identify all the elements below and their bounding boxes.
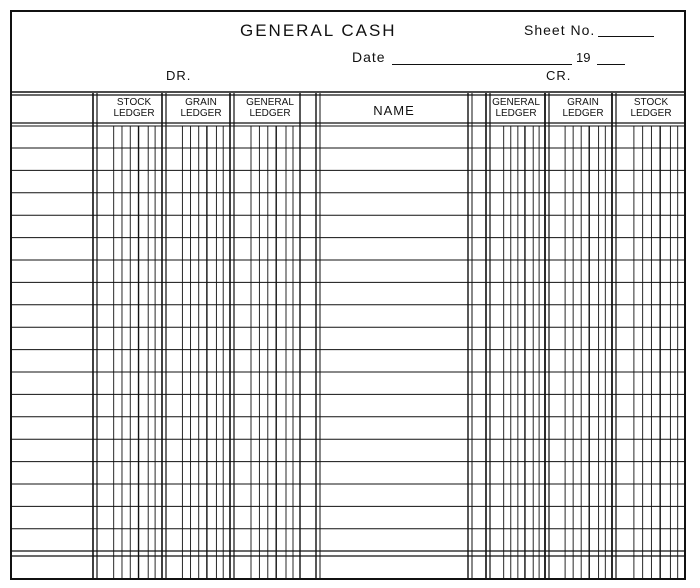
header-line1: GRAIN	[185, 97, 217, 108]
header-line1: GRAIN	[567, 97, 599, 108]
date-field[interactable]	[392, 64, 572, 65]
header-line1: GENERAL	[492, 97, 540, 108]
debit-label: DR.	[166, 68, 192, 83]
header-line1: STOCK	[633, 97, 669, 108]
header-line2: LEDGER	[630, 108, 672, 119]
header-line1: STOCK	[116, 97, 152, 108]
form-title: GENERAL CASH	[240, 21, 397, 40]
year-field[interactable]	[597, 64, 625, 65]
header-line2: LEDGER	[249, 108, 291, 119]
header-line2: LEDGER	[562, 108, 604, 119]
debit-grain-ledger-header	[176, 97, 226, 119]
header-line2: LEDGER	[180, 108, 222, 119]
header-line2: LEDGER	[113, 108, 155, 119]
header-line2: LEDGER	[495, 108, 537, 119]
sheet-number-field[interactable]	[598, 36, 654, 37]
header-line1: GENERAL	[246, 97, 294, 108]
debit-stock-ledger-header	[109, 97, 159, 119]
sheet-number-label: Sheet No.	[524, 22, 596, 38]
year-prefix: 19	[576, 50, 591, 65]
credit-stock-ledger-header	[626, 97, 676, 119]
credit-label: CR.	[546, 68, 572, 83]
debit-general-ledger-header	[244, 97, 296, 119]
name-column-header: NAME	[373, 103, 415, 118]
credit-grain-ledger-header	[558, 97, 608, 119]
credit-general-ledger-header	[490, 97, 542, 119]
date-label: Date	[352, 49, 386, 65]
